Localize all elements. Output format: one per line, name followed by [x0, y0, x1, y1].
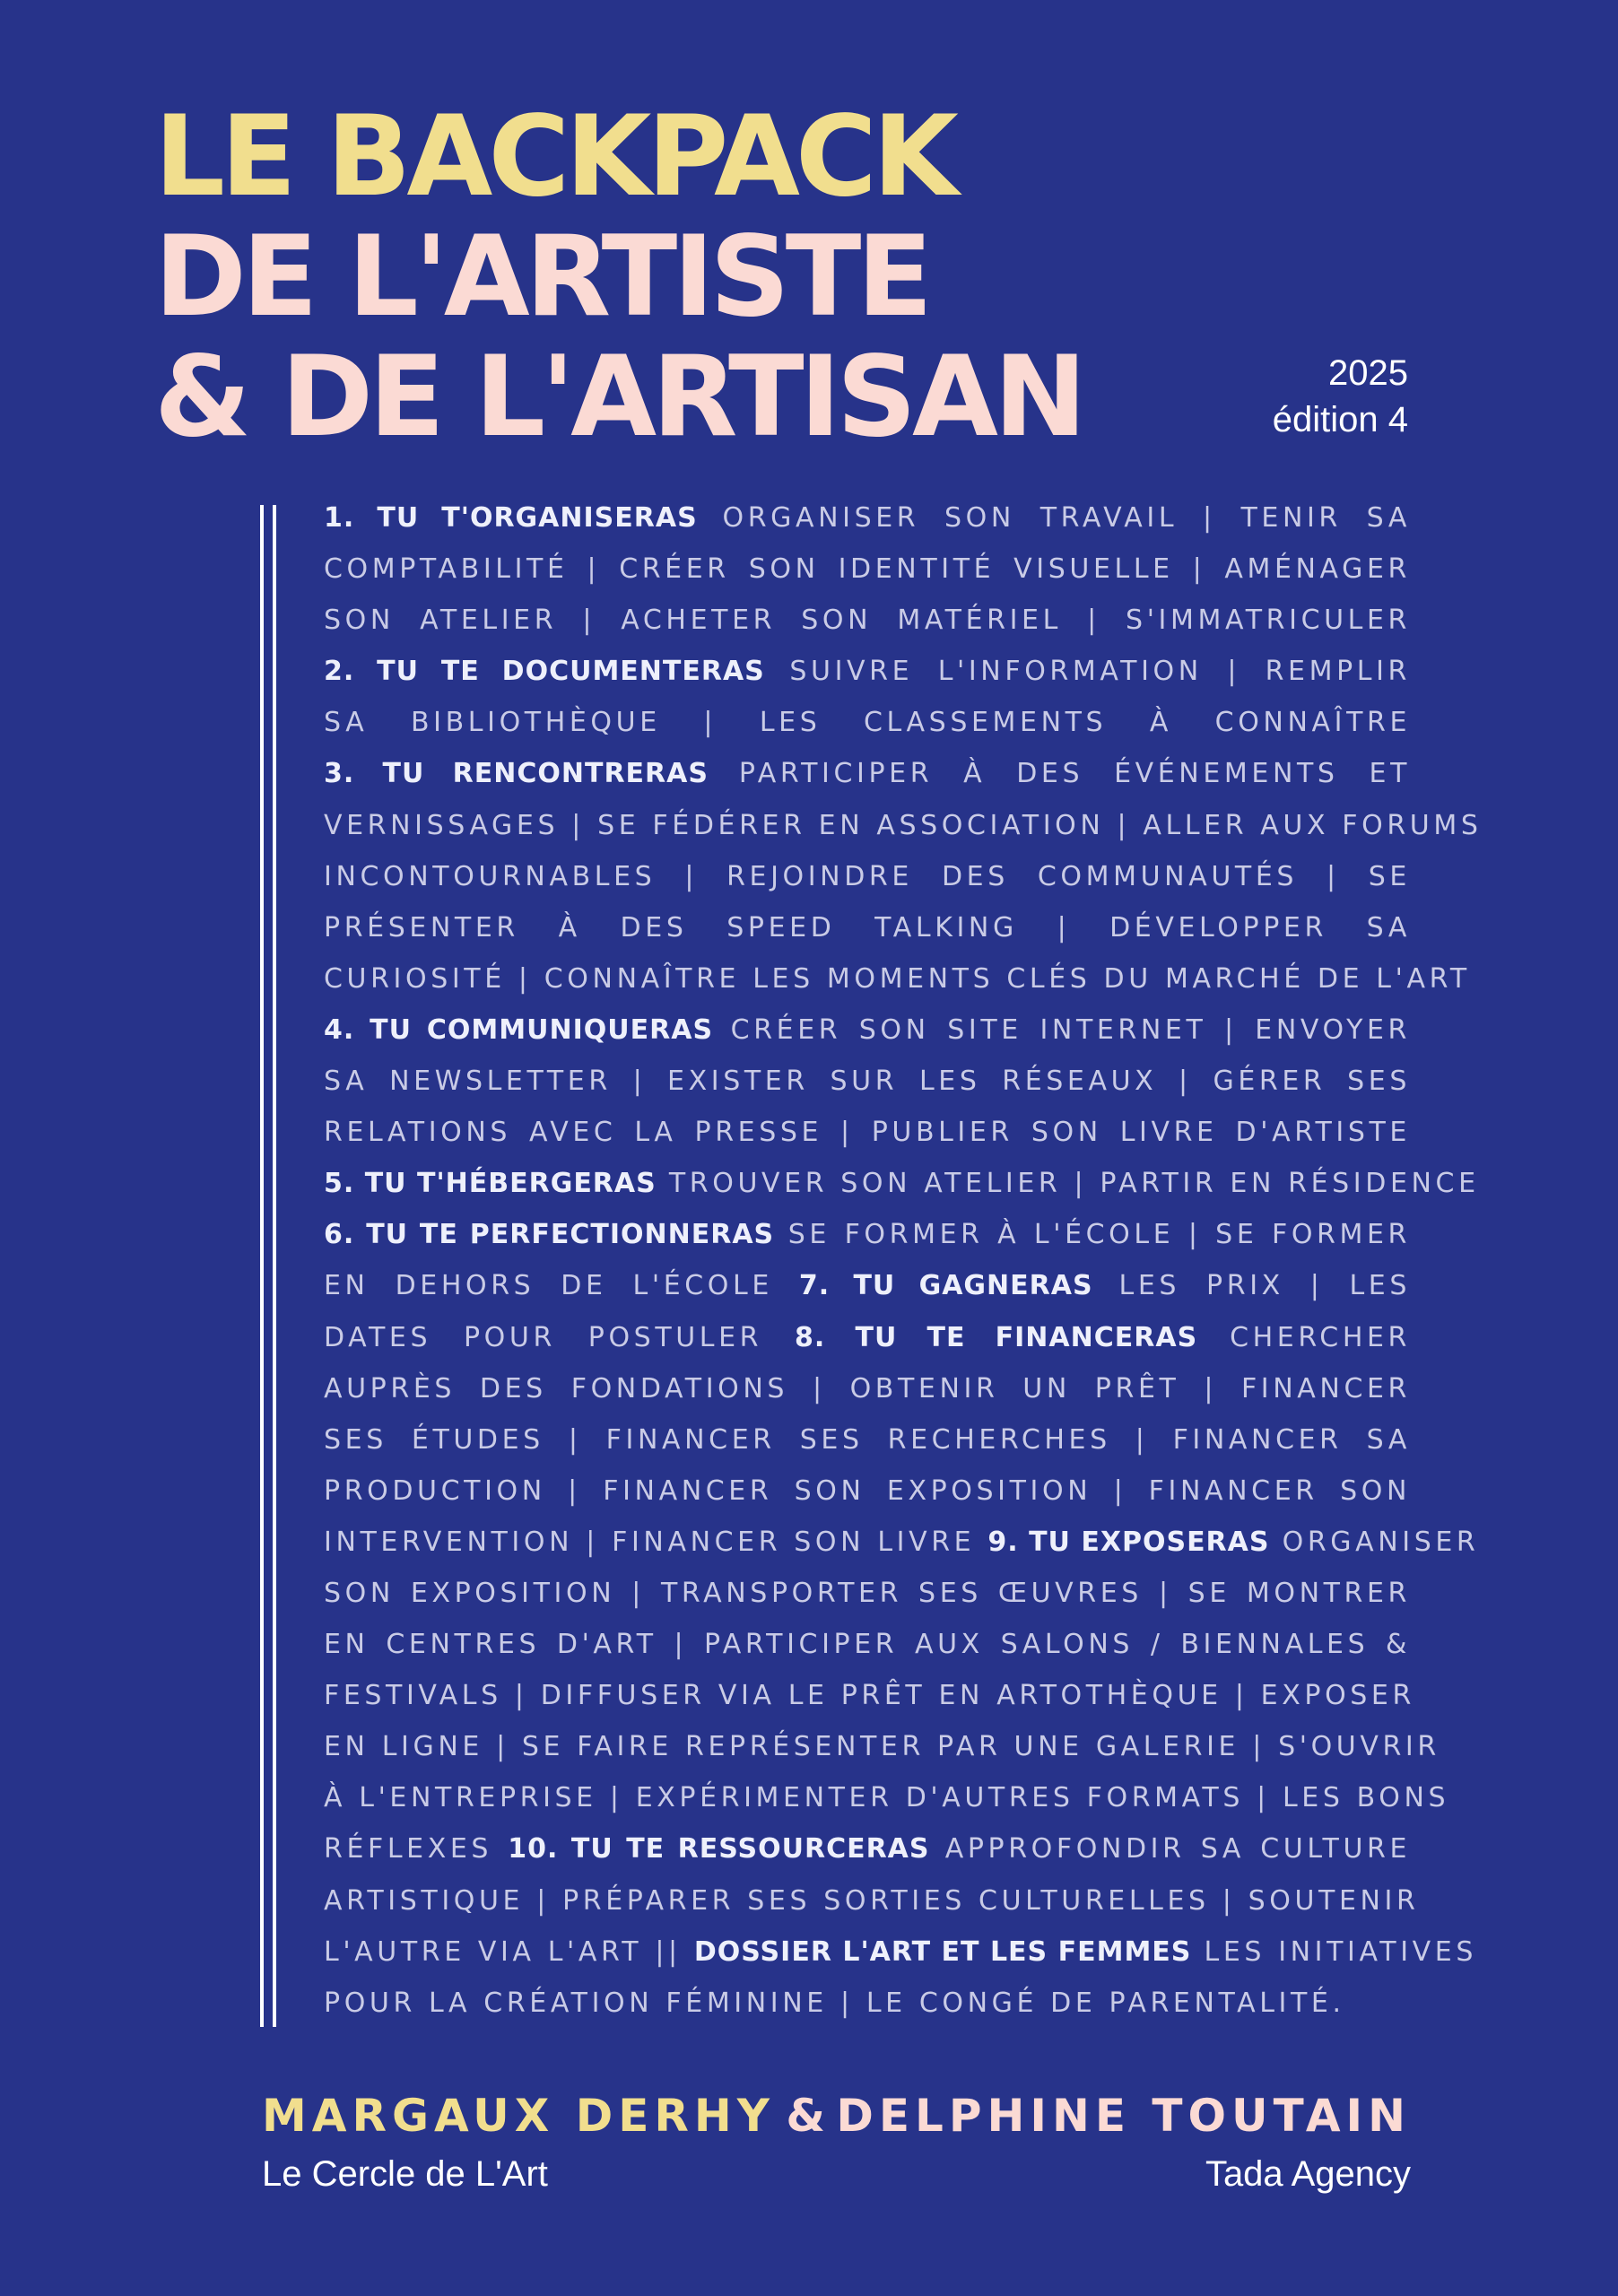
- toc-line: [324, 1004, 1411, 1056]
- toc-line: [324, 1465, 1411, 1517]
- toc-chapter-topics: CHERCHER: [1197, 1321, 1411, 1353]
- toc-line: [324, 595, 1411, 646]
- toc-line: [324, 1772, 1450, 1823]
- toc-chapter-topics: AUPRÈS DES FONDATIONS | OBTENIR UN PRÊT | FINANCER: [324, 1372, 1411, 1405]
- toc-chapter-topics: VERNISSAGES | SE FÉDÉRER EN ASSOCIATION | ALLER AUX FORUMS: [324, 809, 1483, 841]
- title-line-3: & DE L'ARTISAN: [154, 333, 1083, 462]
- toc-line: [324, 544, 1411, 595]
- toc-line: [324, 1823, 1411, 1874]
- toc-line: [324, 1926, 1477, 1978]
- toc-chapter-topics: SES ÉTUDES | FINANCER SES RECHERCHES | FINANCER SA: [324, 1423, 1411, 1456]
- toc-chapter-topics: EN CENTRES D'ART | PARTICIPER AUX SALONS / BIENNALES &: [324, 1629, 1411, 1661]
- toc-line: [324, 1517, 1480, 1568]
- toc-chapter-topics: LES INITIATIVES: [1191, 1935, 1477, 1968]
- toc-chapter-topics: SUIVRE L'INFORMATION | REMPLIR: [764, 656, 1411, 688]
- vertical-rule-left: [260, 505, 264, 2027]
- toc-chapter-topics: À L'ENTREPRISE | EXPÉRIMENTER D'AUTRES FORMATS | LES BONS: [324, 1782, 1450, 1814]
- toc-chapter-title: 7. TU GAGNERAS: [798, 1270, 1093, 1302]
- toc-chapter-topics: ORGANISER SON TRAVAIL | TENIR SA: [697, 502, 1411, 534]
- toc-chapter-topics: PARTICIPER À DES ÉVÉNEMENTS ET: [708, 758, 1412, 790]
- toc-chapter-topics: SA BIBLIOTHÈQUE | LES CLASSEMENTS À CONNAÎTRE: [324, 707, 1411, 739]
- toc-line: [324, 697, 1411, 748]
- toc-line: [324, 748, 1411, 799]
- toc-chapter-topics: SON EXPOSITION | TRANSPORTER SES ŒUVRES | SE MONTRER: [324, 1577, 1411, 1609]
- author-ampersand: &: [786, 2090, 825, 2142]
- toc-chapter-topics: PRODUCTION | FINANCER SON EXPOSITION | FINANCER SON: [324, 1474, 1411, 1507]
- toc-line: [324, 1875, 1420, 1926]
- vertical-rule-right: [273, 505, 276, 2027]
- author-name-2: DELPHINE TOUTAIN: [836, 2090, 1411, 2142]
- toc-chapter-topics: EN LIGNE | SE FAIRE REPRÉSENTER PAR UNE GALERIE | S'OUVRIR: [324, 1731, 1440, 1763]
- toc-line: [324, 1056, 1411, 1107]
- toc-line: [324, 1363, 1411, 1414]
- author-organizations: [262, 2154, 1411, 2195]
- toc-chapter-title: 10. TU TE RESSOURCERAS: [508, 1833, 930, 1866]
- toc-chapter-topics: INTERVENTION | FINANCER SON LIVRE: [324, 1526, 988, 1558]
- toc-line: [324, 1158, 1480, 1209]
- toc-line: [324, 492, 1411, 544]
- toc-chapter-topics: FESTIVALS | DIFFUSER VIA LE PRÊT EN ARTOTHÈQUE | EXPOSER: [324, 1680, 1415, 1712]
- authors-block: [262, 2090, 1411, 2197]
- author-names: [262, 2090, 1411, 2142]
- toc-chapter-topics: INCONTOURNABLES | REJOINDRE DES COMMUNAUTÉS | SE: [324, 860, 1411, 892]
- toc-chapter-title: 1. TU T'ORGANISERAS: [324, 502, 698, 534]
- toc-line: [324, 646, 1411, 697]
- toc-chapter-title: 6. TU TE PERFECTIONNERAS: [324, 1219, 775, 1251]
- author-org-2: Tada Agency: [1205, 2154, 1411, 2194]
- title-line-1: LE BACKPACK: [154, 92, 955, 222]
- toc-chapter-topics: TROUVER SON ATELIER | PARTIR EN RÉSIDENCE: [656, 1168, 1480, 1200]
- toc-chapter-topics: EN DEHORS DE L'ÉCOLE: [324, 1270, 799, 1302]
- toc-chapter-topics: COMPTABILITÉ | CRÉER SON IDENTITÉ VISUELLE | AMÉNAGER: [324, 553, 1411, 586]
- toc-chapter-topics: LES PRIX | LES: [1092, 1270, 1411, 1302]
- toc-line: [324, 1619, 1411, 1670]
- toc-chapter-topics: CURIOSITÉ | CONNAÎTRE LES MOMENTS CLÉS DU MARCHÉ DE L'ART: [324, 962, 1471, 995]
- author-name-1: MARGAUX DERHY: [262, 2090, 775, 2142]
- author-org-1: Le Cercle de L'Art: [262, 2154, 548, 2194]
- toc-line: [324, 1414, 1411, 1465]
- edition-number: édition 4: [1272, 400, 1408, 439]
- toc-chapter-title: 2. TU TE DOCUMENTERAS: [324, 656, 765, 688]
- toc-line: [324, 1260, 1411, 1311]
- toc-line: [324, 1107, 1411, 1158]
- toc-line: [324, 1568, 1411, 1619]
- toc-chapter-topics: APPROFONDIR SA CULTURE: [929, 1833, 1412, 1866]
- toc-chapter-title: 9. TU EXPOSERAS: [987, 1526, 1270, 1558]
- toc-chapter-topics: RELATIONS AVEC LA PRESSE | PUBLIER SON LIVRE D'ARTISTE: [324, 1117, 1411, 1149]
- toc-line: [324, 1312, 1411, 1363]
- toc-line: [324, 902, 1411, 953]
- book-title: [154, 92, 1083, 462]
- toc-chapter-topics: POUR LA CRÉATION FÉMININE | LE CONGÉ DE PARENTALITÉ.: [324, 1987, 1345, 2019]
- toc-chapter-topics: DATES POUR POSTULER: [324, 1321, 796, 1353]
- toc-chapter-topics: ARTISTIQUE | PRÉPARER SES SORTIES CULTURELLES | SOUTENIR: [324, 1884, 1420, 1917]
- toc-chapter-topics: ORGANISER: [1269, 1526, 1480, 1558]
- toc-chapter-title: DOSSIER L'ART ET LES FEMMES: [693, 1935, 1192, 1968]
- toc-chapter-topics: RÉFLEXES: [324, 1833, 509, 1866]
- toc-chapter-title: 8. TU TE FINANCERAS: [795, 1321, 1198, 1353]
- toc-line: [324, 1978, 1411, 2029]
- toc-line: [324, 851, 1411, 902]
- toc-chapter-title: 5. TU T'HÉBERGERAS: [324, 1168, 657, 1200]
- toc-line: [324, 1209, 1411, 1260]
- title-line-2: DE L'ARTISTE: [154, 213, 928, 342]
- toc-line: [324, 1721, 1440, 1772]
- toc-chapter-topics: SE FORMER À L'ÉCOLE | SE FORMER: [774, 1219, 1411, 1251]
- toc-chapter-topics: SA NEWSLETTER | EXISTER SUR LES RÉSEAUX | GÉRER SES: [324, 1065, 1411, 1098]
- table-of-contents: [324, 492, 1483, 2029]
- edition-info: [1273, 350, 1408, 443]
- edition-year: 2025: [1328, 353, 1408, 393]
- toc-line: [324, 800, 1483, 851]
- toc-chapter-topics: SON ATELIER | ACHETER SON MATÉRIEL | S'IMMATRICULER: [324, 604, 1411, 637]
- toc-line: [324, 953, 1471, 1004]
- toc-chapter-title: 4. TU COMMUNIQUERAS: [324, 1013, 714, 1046]
- toc-chapter-topics: CRÉER SON SITE INTERNET | ENVOYER: [713, 1013, 1411, 1046]
- toc-chapter-title: 3. TU RENCONTRERAS: [324, 758, 709, 790]
- toc-chapter-topics: L'AUTRE VIA L'ART ||: [324, 1935, 694, 1968]
- toc-chapter-topics: PRÉSENTER À DES SPEED TALKING | DÉVELOPPER SA: [324, 911, 1411, 944]
- toc-line: [324, 1670, 1415, 1721]
